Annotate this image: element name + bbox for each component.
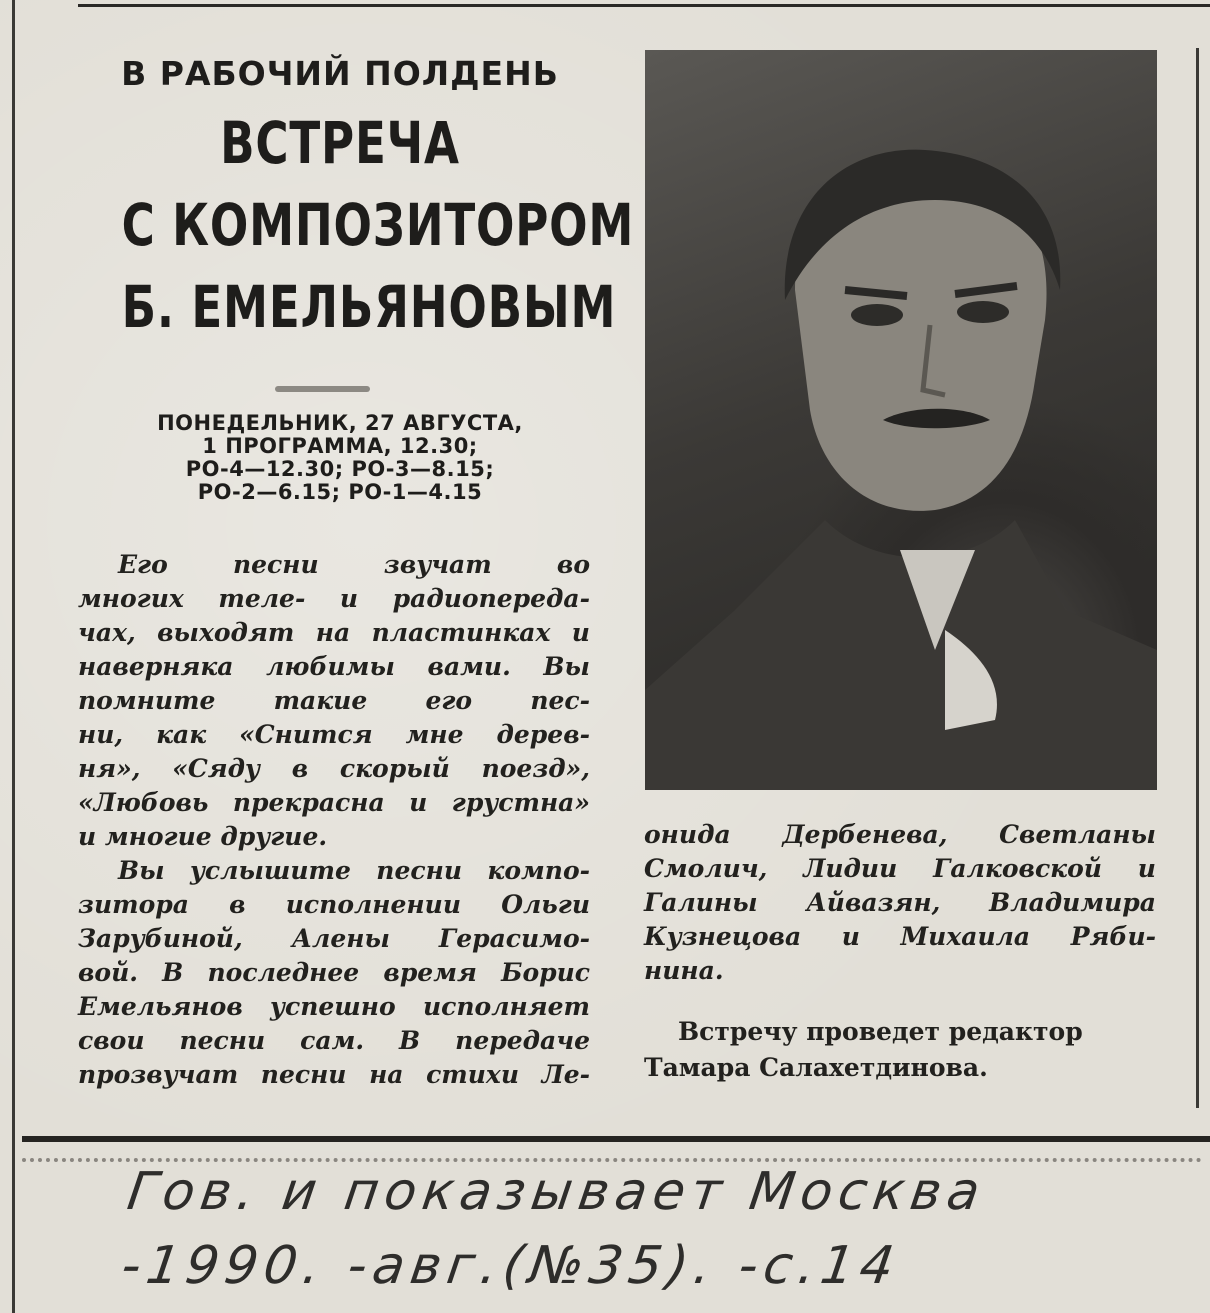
article-body-right [644,818,1156,988]
article-body-left [78,548,590,1092]
headline [121,102,635,348]
broadcast-schedule [60,412,620,504]
body-line: Смолич, Лидии Галковской и [644,854,1156,883]
body-line: ня», «Сяду в скорый поезд», [78,754,590,783]
headline-line: ВСТРЕЧА [220,109,460,177]
body-line: ни, как «Снится мне дерев- [78,720,590,749]
closing-line: Тамара Салахетдинова. [644,1053,988,1082]
body-line: Емельянов успешно исполняет [78,992,590,1021]
right-rule [1196,48,1199,1108]
handwritten-citation-line: -1990. -авг.(№35). -с.14 [117,1236,904,1296]
portrait-photo-icon [645,50,1157,790]
body-line: Его песни звучат во [118,550,590,579]
top-rule [78,4,1210,7]
body-line: прозвучат песни на стихи Ле- [78,1060,590,1089]
body-line: Зарубиной, Алены Герасимо- [78,924,590,953]
kicker: В РАБОЧИЙ ПОЛДЕНЬ [121,54,559,93]
schedule-line: 1 ПРОГРАММА, 12.30; [202,434,478,458]
left-rule [12,0,15,1313]
closing-note [644,1014,1156,1086]
body-line: Галины Айвазян, Владимира [644,888,1156,917]
article-header [60,52,635,348]
divider-dash [275,386,370,392]
body-line: свои песни сам. В передаче [78,1026,590,1055]
body-line: Вы услышите песни компо- [118,856,590,885]
handwritten-source-line: Гов. и показывает Москва [123,1162,990,1222]
body-line: вой. В последнее время Борис [78,958,590,987]
portrait-photo [645,50,1157,790]
schedule-line: РО-2—6.15; РО-1—4.15 [197,480,483,504]
bottom-rule [22,1136,1210,1142]
body-line: наверняка любимы вами. Вы [78,652,590,681]
closing-line: Встречу проведет редактор [678,1017,1083,1046]
body-line: чах, выходят на пластинках и [78,618,590,647]
headline-line: Б. ЕМЕЛЬЯНОВЫМ [121,273,617,341]
body-line: онида Дербенева, Светланы [644,820,1156,849]
body-line: нина. [644,956,724,985]
schedule-line: ПОНЕДЕЛЬНИК, 27 АВГУСТА, [157,411,523,435]
schedule-line: РО-4—12.30; РО-3—8.15; [185,457,495,481]
body-line: помните такие его пес- [78,686,590,715]
body-line: Кузнецова и Михаила Ряби- [644,922,1156,951]
headline-line: С КОМПОЗИТОРОМ [121,191,635,259]
body-line: многих теле- и радиопереда- [78,584,590,613]
body-line: и многие другие. [78,822,328,851]
body-line: зитора в исполнении Ольги [78,890,590,919]
body-line: «Любовь прекрасна и грустна» [78,788,590,817]
